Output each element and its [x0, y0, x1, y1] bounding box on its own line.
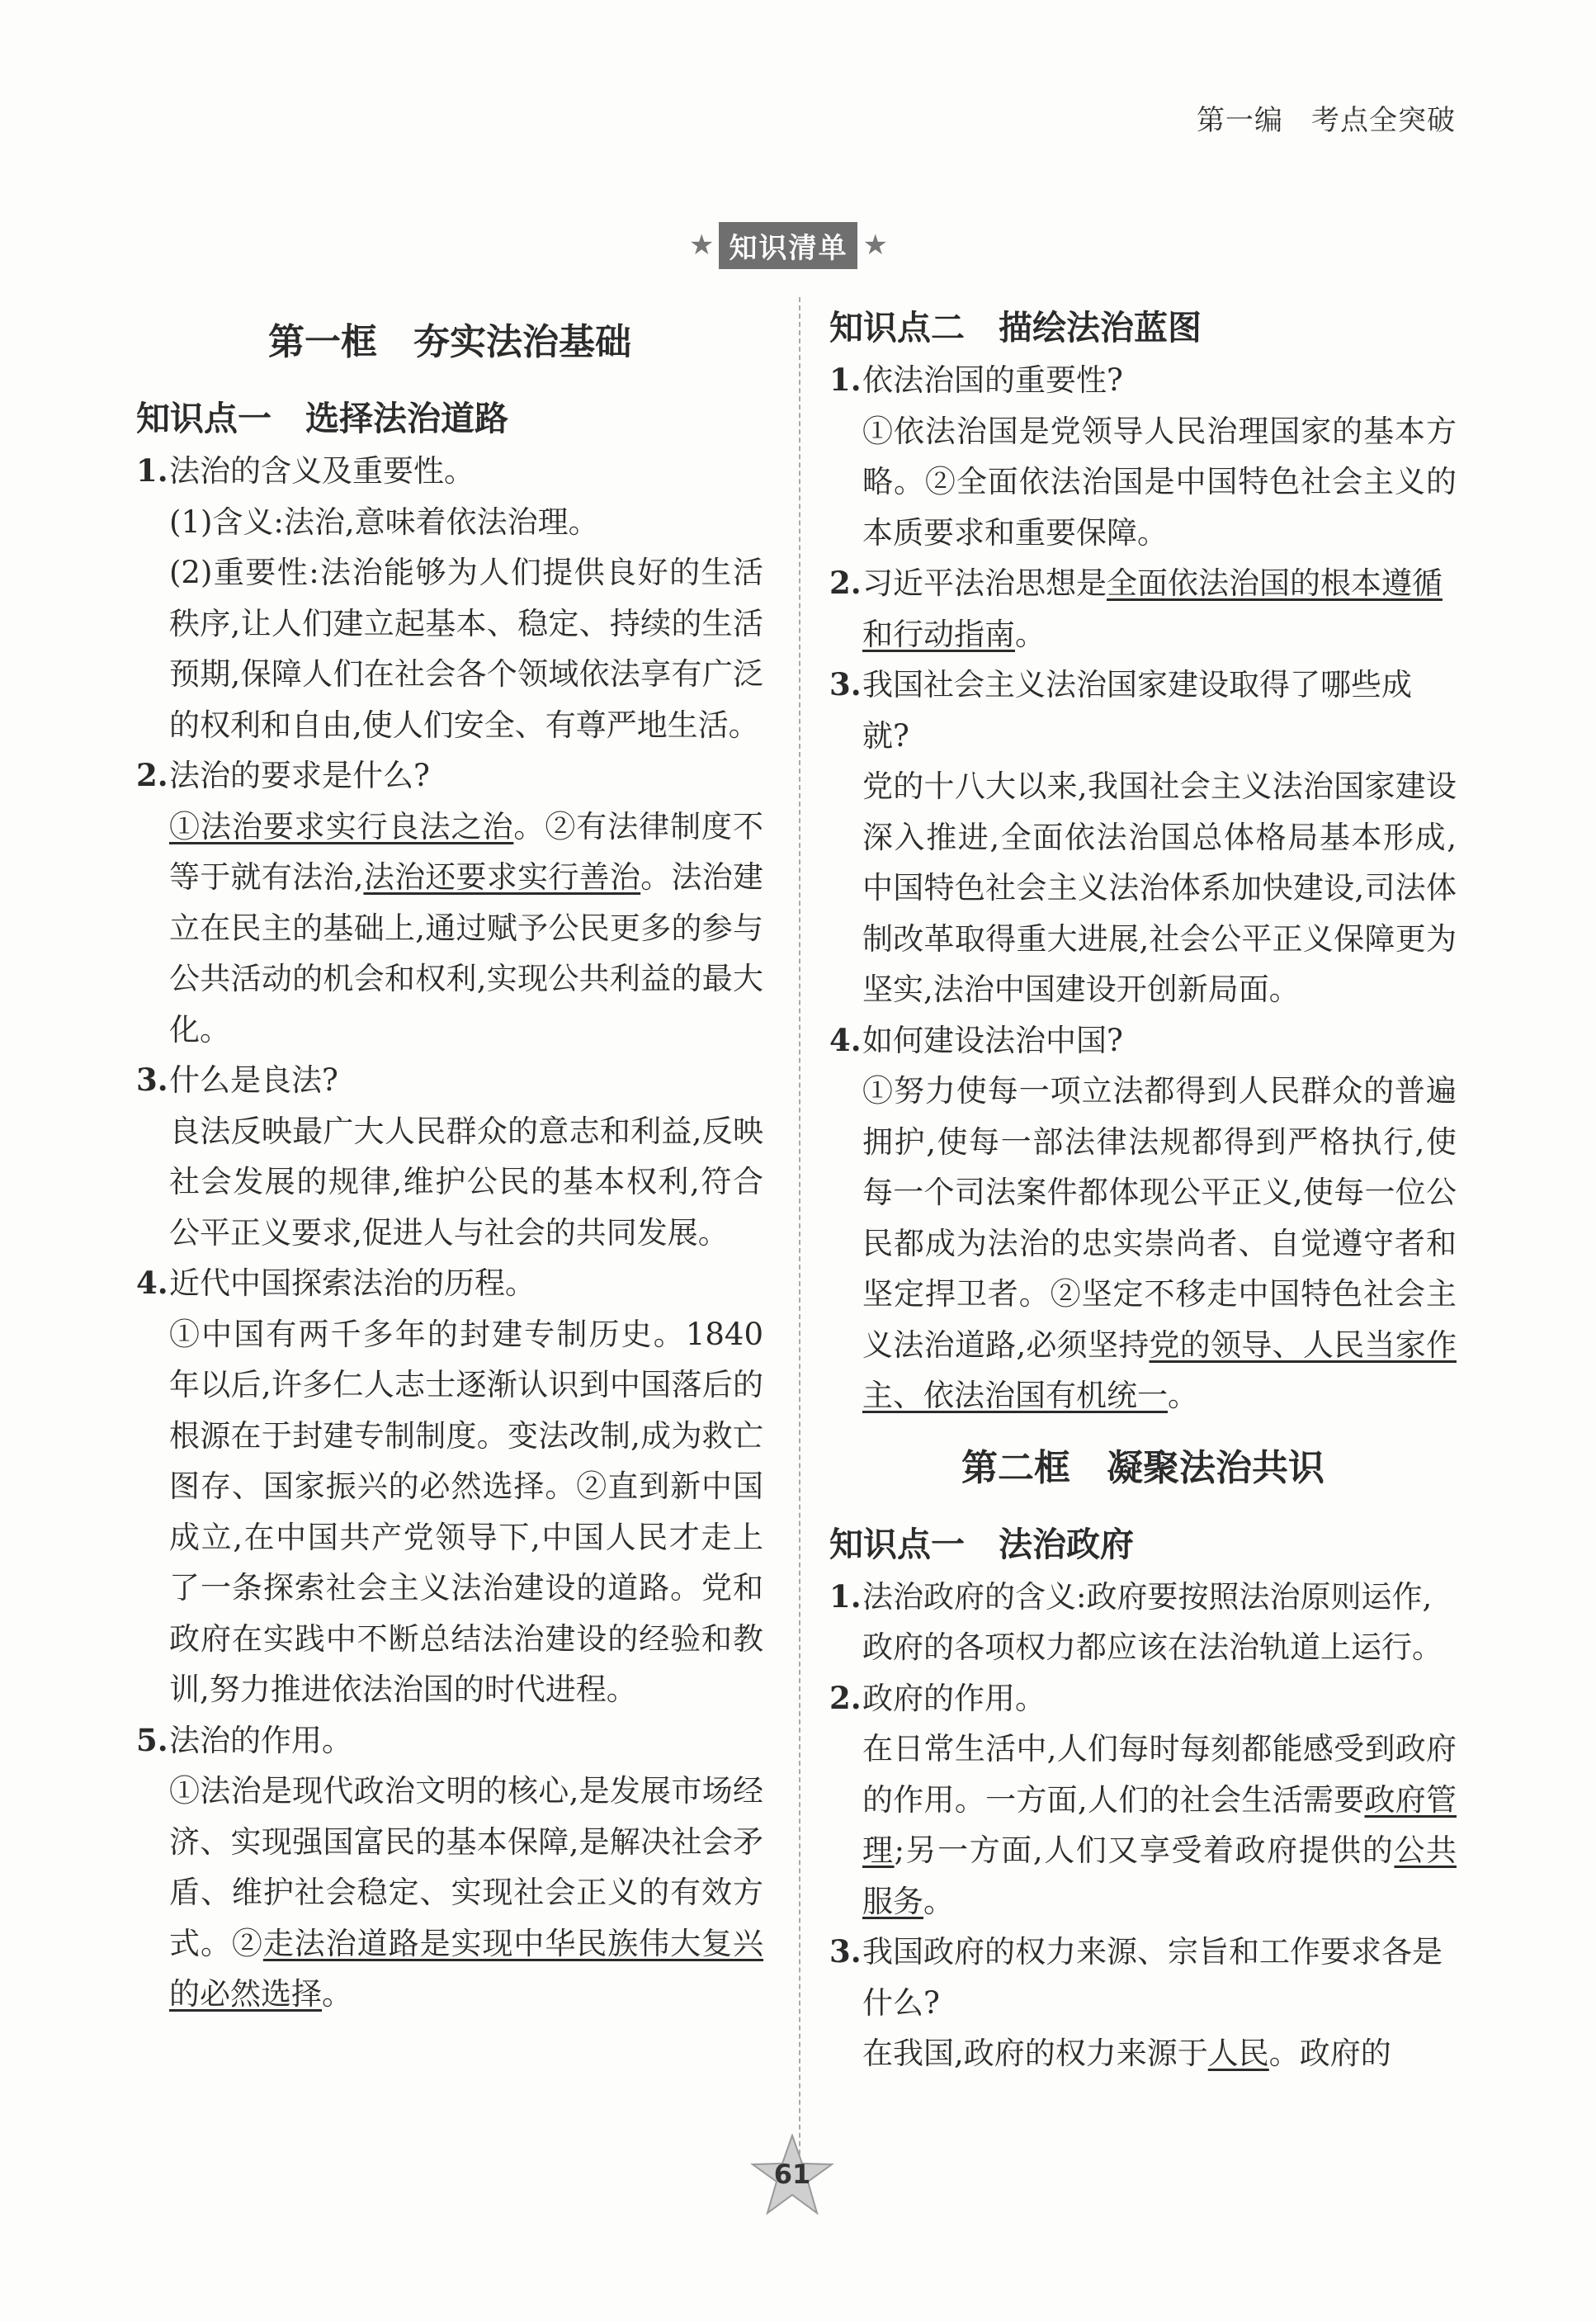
question-text: 我国政府的权力来源、宗旨和工作要求各是什么? [862, 1934, 1443, 2021]
key-point-underline: 党的领导、人民当家作主、依法治国有机统一 [862, 1327, 1457, 1413]
answer-text [136, 802, 763, 1056]
question-text: 法治的要求是什么? [169, 758, 430, 793]
key-point-underline: 全面依法治国的根本遵循和行动指南 [862, 565, 1443, 652]
page-number-text: 61 [773, 2159, 811, 2190]
question-text: 法治政府的含义:政府要按照法治原则运作,政府的各项权力都应该在法治轨道上运行。 [862, 1578, 1443, 1665]
answer-text: 良法反映最广大人民群众的意志和利益,反映社会发展的规律,维护公民的基本权利,符合公平正义要求,促进人与社会的共同发展。 [169, 1113, 763, 1251]
question-item: 2. 法治的要求是什么? [136, 750, 763, 802]
section-title: 第二框 凝聚法治共识 [961, 1446, 1324, 1489]
star-icon: ★ [862, 229, 888, 262]
answer-segment: 在我国,政府的权力来源于 [862, 2036, 1208, 2071]
knowledge-point-title: 知识点一 法治政府 [829, 1524, 1134, 1564]
header-title: 考点全突破 [1311, 104, 1456, 137]
answer-segment: 。政府的 [1268, 2036, 1391, 2071]
question-item: 1. 法治的含义及重要性。 [136, 446, 763, 497]
question-item: 4. 近代中国探索法治的历程。 [136, 1258, 763, 1309]
answer-segment: 在日常生活中,人们每时每刻都能感受到政府的作用。一方面,人们的社会生活需要 [862, 1731, 1457, 1818]
answer-text [829, 1724, 1457, 1927]
key-point-underline: 法治还要求实行善治 [363, 859, 641, 895]
answer-text [136, 1766, 763, 2020]
question-item: 1. 依法治国的重要性? [829, 355, 1457, 406]
key-point-underline: ①法治要求实行良法之治 [169, 808, 514, 844]
question-item: 1. 法治政府的含义:政府要按照法治原则运作,政府的各项权力都应该在法治轨道上运行。 [829, 1572, 1457, 1673]
answer-segment: ①法治是现代政治文明的核心,是发展市场经济、实现强国富民的基本保障,是解决社会矛盾、维护社会稳定、实现社会正义的有效方式。② [169, 1773, 763, 1961]
key-point-underline: 走法治道路是实现中华民族伟大复兴的必然选择 [169, 1925, 764, 2012]
answer-segment: 。 [1168, 1378, 1198, 1413]
answer-text: ①依法治国是党领导人民治理国家的基本方略。②全面依法治国是中国特色社会主义的本质要求和重要保障。 [862, 413, 1457, 551]
question-text: 法治的含义及重要性。 [169, 453, 475, 489]
answer-segment: ①努力使每一项立法都得到人民群众的普遍拥护,使每一部法律法规都得到严格执行,使每一个司法案件都体现公平正义,使每一位公民都成为法治的忠实崇尚者、自觉遵守者和坚定捍卫者。②坚定不移走中国特色社会主义法治道路,必须坚持 [862, 1073, 1457, 1363]
page-number [749, 2134, 835, 2216]
question-item: 3. 我国社会主义法治国家建设取得了哪些成就? [829, 660, 1457, 761]
key-point-underline: 政府管理 [862, 1781, 1457, 1868]
answer-segment: 习近平法治思想是 [862, 565, 1107, 601]
question-text: 法治的作用。 [169, 1722, 352, 1758]
right-column [829, 296, 1457, 2079]
question-item: 3. 什么是良法? [136, 1055, 763, 1106]
answer-segment: 。 [1015, 616, 1046, 652]
answer-text [829, 2028, 1457, 2079]
key-point-underline: 人民 [1207, 2036, 1269, 2071]
answer-text [829, 1066, 1457, 1421]
question-text [862, 558, 1457, 660]
knowledge-point-title: 知识点二 描绘法治蓝图 [829, 308, 1202, 348]
question-text: 政府的作用。 [862, 1680, 1046, 1716]
question-item: 4. 如何建设法治中国? [829, 1015, 1457, 1066]
question-item: 2. 习近平法治思想是全面依法治国的根本遵循和行动指南。 [829, 558, 1457, 660]
knowledge-list-banner [689, 221, 888, 269]
question-text: 如何建设法治中国? [862, 1022, 1123, 1058]
knowledge-point-title: 知识点一 选择法治道路 [136, 399, 508, 438]
left-column [136, 314, 763, 2020]
header-part: 第一编 [1197, 104, 1283, 137]
question-item: 2. 政府的作用。 [829, 1673, 1457, 1724]
answer-segment: ;另一方面,人们又享受着政府提供的 [894, 1833, 1395, 1868]
question-text: 依法治国的重要性? [862, 362, 1123, 398]
column-divider [799, 297, 800, 2179]
question-text: 什么是良法? [169, 1062, 338, 1098]
question-text: 我国社会主义法治国家建设取得了哪些成就? [862, 667, 1412, 754]
question-item: 5. 法治的作用。 [136, 1715, 763, 1766]
banner-label: 知识清单 [719, 222, 857, 269]
answer-text: 党的十八大以来,我国社会主义法治国家建设深入推进,全面依法治国总体格局基本形成,中国特色社会主义法治体系加快建设,司法体制改革取得重大进展,社会公平正义保障更为坚实,法治中国建设开创新局面。 [862, 768, 1457, 1007]
question-text: 近代中国探索法治的历程。 [169, 1265, 536, 1301]
answer-segment: 。 [322, 1976, 352, 2012]
answer-text: (2)重要性:法治能够为人们提供良好的生活秩序,让人们建立起基本、稳定、持续的生活预期,保障人们在社会各个领域依法享有广泛的权利和自由,使人们安全、有尊严地生活。 [169, 555, 763, 743]
key-point-underline: 公共服务 [862, 1833, 1457, 1919]
answer-text: (1)含义:法治,意味着依法治理。 [169, 504, 599, 540]
answer-segment: 。法治建立在民主的基础上,通过赋予公民更多的参与公共活动的机会和权利,实现公共利益的最大化。 [169, 859, 764, 1048]
answer-segment: 。 [923, 1883, 954, 1919]
question-item: 3. 我国政府的权力来源、宗旨和工作要求各是什么? [829, 1927, 1457, 2028]
section-title: 第一框 夯实法治基础 [268, 321, 631, 363]
answer-text: ①中国有两千多年的封建专制历史。1840年以后,许多仁人志士逐渐认识到中国落后的根源在于封建专制制度。变法改制,成为救亡图存、国家振兴的必然选择。②直到新中国成立,在中国共产党领导下,中国人民才走上了一条探索社会主义法治建设的道路。党和政府在实践中不断总结法治建设的经验和教训,努力推进依法治国的时代进程。 [169, 1316, 763, 1707]
star-icon: ★ [689, 229, 715, 262]
answer-segment: 。②有法律制度不等于就有法治, [169, 808, 764, 895]
page-header [1197, 97, 1456, 138]
